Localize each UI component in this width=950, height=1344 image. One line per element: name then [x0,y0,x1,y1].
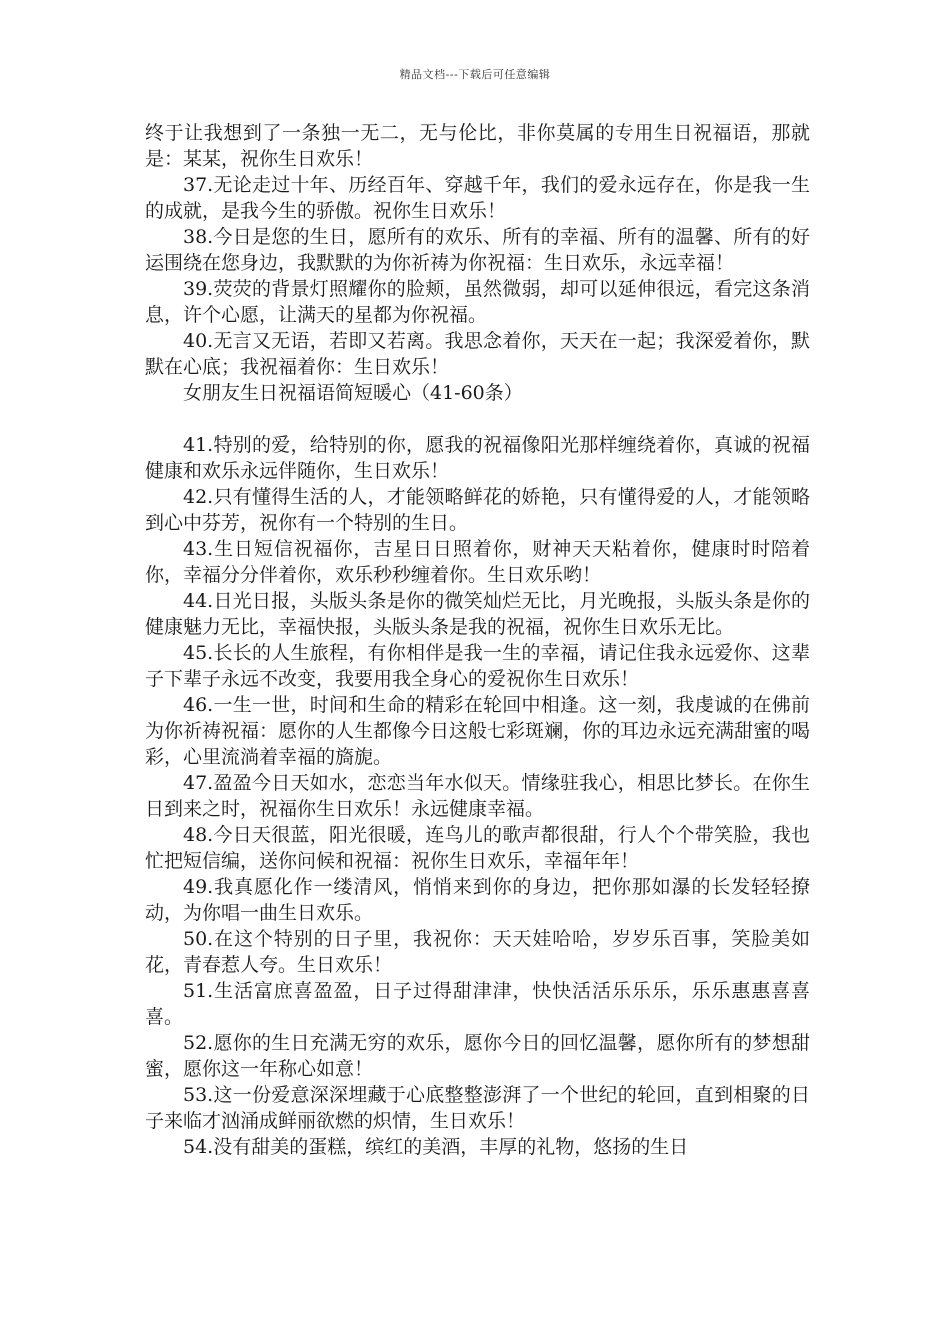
paragraph-39: 39.荧荧的背景灯照耀你的脸颊，虽然微弱，却可以延伸很远，看完这条消息，许个心愿，让满天的星都为你祝福。 [145,278,810,326]
paragraph-52: 52.愿你的生日充满无穷的欢乐，愿你今日的回忆温馨，愿你所有的梦想甜蜜，愿你这一年称心如意！ [145,1032,810,1080]
page-header: 精品文档---下载后可任意编辑 [399,68,551,81]
paragraph-48: 48.今日天很蓝，阳光很暖，连鸟儿的歌声都很甜，行人个个带笑脸，我也忙把短信编，送你问候和祝福：祝你生日欢乐，幸福年年！ [145,824,810,872]
paragraph-53: 53.这一份爱意深深埋藏于心底整整澎湃了一个世纪的轮回，直到相聚的日子来临才汹涌成鲜丽欲燃的炽情，生日欢乐！ [145,1084,810,1132]
paragraph-38: 38.今日是您的生日，愿所有的欢乐、所有的幸福、所有的温馨、所有的好运围绕在您身边，我默默的为你祈祷为你祝福：生日欢乐，永远幸福！ [145,226,810,274]
paragraph-46: 46.一生一世，时间和生命的精彩在轮回中相逢。这一刻，我虔诚的在佛前为你祈祷祝福：愿你的人生都像今日这般七彩斑斓，你的耳边永远充满甜蜜的喝彩，心里流淌着幸福的旖旎。 [145,694,811,768]
paragraph-40: 40.无言又无语，若即又若离。我思念着你，天天在一起；我深爱着你，默默在心底；我祝福着你：生日欢乐！ [145,330,810,378]
document-body [145,120,810,1160]
paragraph-50: 50.在这个特别的日子里，我祝你：天天娃哈哈，岁岁乐百事，笑脸美如花，青春惹人夸。生日欢乐！ [145,928,810,976]
paragraph-47: 47.盈盈今日天如水，恋恋当年水似天。情缘驻我心，相思比梦长。在你生日到来之时，祝福你生日欢乐！永远健康幸福。 [145,772,810,820]
paragraph-49: 49.我真愿化作一缕清风，悄悄来到你的身边，把你那如瀑的长发轻轻撩动，为你唱一曲生日欢乐。 [145,876,810,924]
paragraph-37: 37.无论走过十年、历经百年、穿越千年，我们的爱永远存在，你是我一生的成就，是我今生的骄傲。祝你生日欢乐！ [145,174,810,222]
paragraph-41: 41.特别的爱，给特别的你，愿我的祝福像阳光那样缠绕着你，真诚的祝福健康和欢乐永远伴随你，生日欢乐！ [145,434,810,482]
paragraph-43: 43.生日短信祝福你，吉星日日照着你，财神天天粘着你，健康时时陪着你，幸福分分伴着你，欢乐秒秒缠着你。生日欢乐哟！ [145,538,810,586]
paragraph-continuation: 终于让我想到了一条独一无二，无与伦比，非你莫属的专用生日祝福语，那就是：某某，祝你生日欢乐！ [145,122,810,170]
paragraph-42: 42.只有懂得生活的人，才能领略鲜花的娇艳，只有懂得爱的人，才能领略到心中芬芳，祝你有一个特别的生日。 [145,486,810,534]
paragraph-54: 54.没有甜美的蛋糕，缤红的美酒，丰厚的礼物，悠扬的生日 [183,1136,689,1158]
paragraph-51: 51.生活富庶喜盈盈，日子过得甜津津，快快活活乐乐乐，乐乐惠惠喜喜喜。 [145,980,810,1028]
paragraph-44: 44.日光日报，头版头条是你的微笑灿烂无比，月光晚报，头版头条是你的健康魅力无比，幸福快报，头版头条是我的祝福，祝你生日欢乐无比。 [145,590,810,638]
section-heading: 女朋友生日祝福语简短暖心（41-60条） [183,382,523,404]
paragraph-45: 45.长长的人生旅程，有你相伴是我一生的幸福，请记住我永远爱你、这辈子下辈子永远不改变，我要用我全身心的爱祝你生日欢乐！ [145,642,810,690]
